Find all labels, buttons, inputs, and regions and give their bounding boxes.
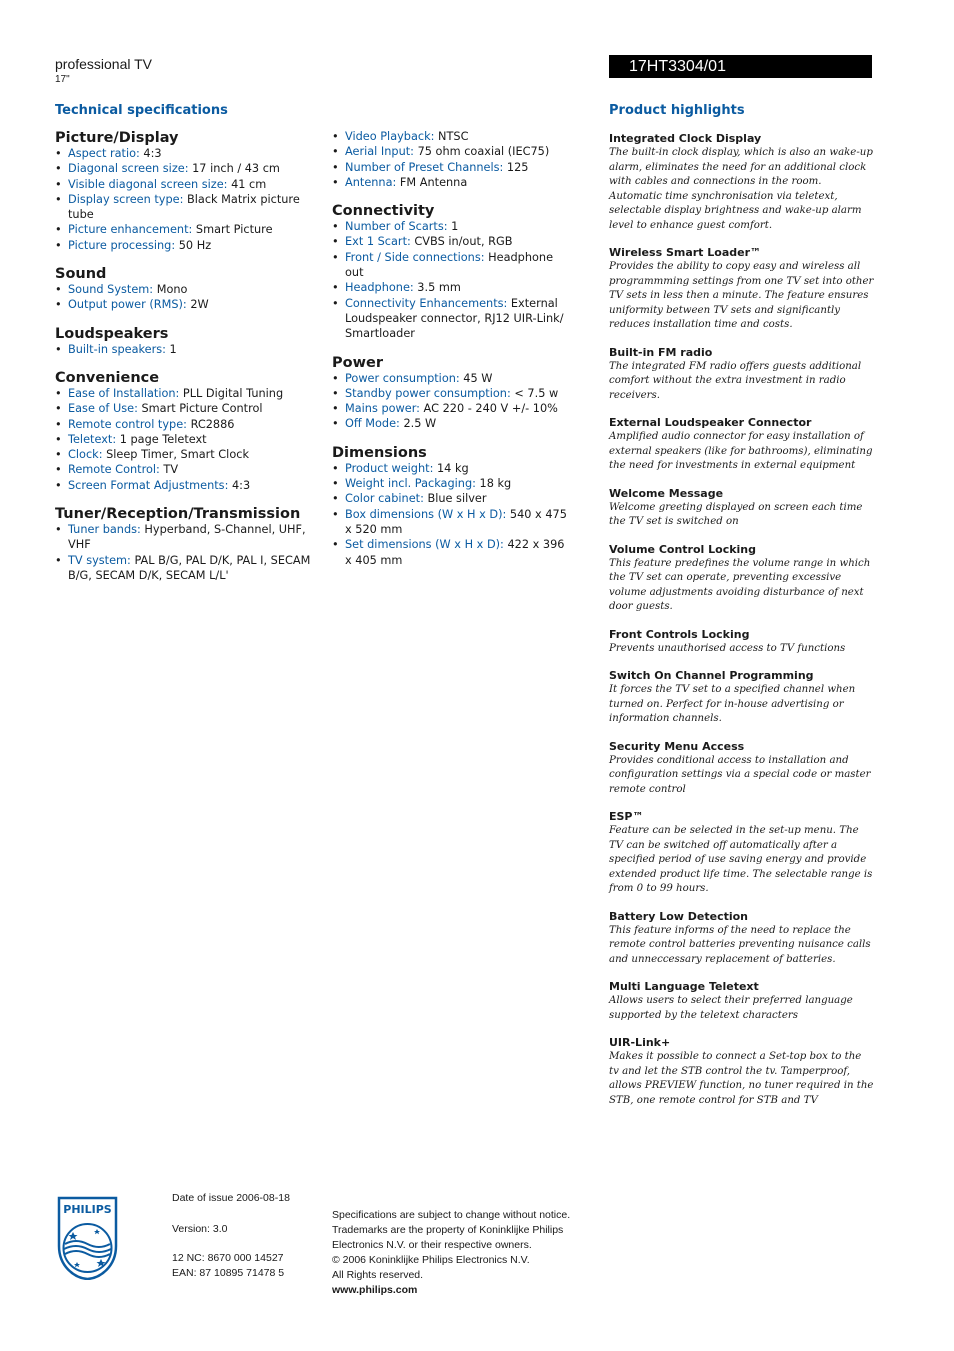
spec-section-title: Tuner/Reception/Transmission	[55, 506, 301, 523]
spec-value: TV	[159, 463, 179, 477]
spec-item	[332, 476, 570, 491]
legal-line: Trademarks are the property of Koninklijke Philips	[332, 1224, 564, 1236]
spec-value: Headphone out	[345, 250, 554, 280]
highlight-description: Feature can be selected in the set-up menu. The TV can be switched off automatically after a specified period of use saving energy and provide extended product life time. The selectable range is from 0 to 99 hours.	[609, 825, 873, 894]
legal-line: © 2006 Koninklijke Philips Electronics N.V.	[332, 1254, 530, 1266]
spec-item	[332, 296, 570, 342]
spec-section	[55, 505, 323, 583]
spec-label: TV system:	[68, 553, 131, 567]
spec-item	[332, 416, 570, 431]
highlight-item	[609, 542, 874, 615]
spec-section-title: Convenience	[55, 369, 160, 386]
spec-item	[332, 175, 570, 190]
highlight-item	[609, 909, 874, 968]
spec-value: 4:3	[228, 478, 251, 492]
spec-section	[55, 369, 323, 493]
spec-value: 1 page Teletext	[116, 432, 207, 446]
spec-list	[332, 129, 570, 190]
highlight-title: UIR-Link+	[609, 1036, 671, 1049]
spec-section	[332, 354, 570, 432]
spec-value: FM Antenna	[396, 175, 468, 189]
spec-label: Box dimensions (W x H x D):	[345, 507, 507, 521]
spec-label: Connectivity Enhancements:	[345, 296, 508, 310]
date-of-issue: Date of issue 2006-08-18	[172, 1192, 290, 1204]
spec-value: Sleep Timer, Smart Clock	[102, 448, 249, 462]
spec-label: Ease of Installation:	[68, 386, 180, 400]
spec-label: Mains power:	[345, 402, 420, 416]
spec-value: Hyperband, S-Channel, UHF, VHF	[68, 523, 306, 552]
highlight-item	[609, 668, 874, 727]
spec-value: 75 ohm coaxial (IEC75)	[413, 145, 550, 159]
spec-label: Diagonal screen size:	[68, 162, 189, 176]
spec-item	[332, 386, 570, 401]
specs-column-1	[55, 129, 323, 595]
spec-value: 125	[503, 160, 529, 174]
highlight-item	[609, 415, 874, 474]
highlight-item	[609, 979, 874, 1023]
spec-label: Ease of Use:	[68, 402, 138, 416]
spec-item	[332, 129, 570, 144]
spec-item	[332, 234, 570, 249]
spec-label: Video Playback:	[345, 130, 435, 143]
spec-item	[332, 507, 570, 538]
spec-label: Color cabinet:	[345, 492, 424, 506]
highlight-description: Allows users to select their preferred language supported by the teletext characters	[609, 995, 853, 1021]
spec-list	[55, 282, 323, 313]
highlight-item	[609, 345, 874, 404]
logo-brand-text: PHILIPS	[63, 1203, 112, 1216]
highlight-description: This feature predefines the volume range in which the TV set can operate, preventing excessive volume adjustments avoiding disturbance of next door guests.	[609, 557, 871, 612]
highlight-item	[609, 486, 874, 530]
spec-item	[332, 371, 570, 386]
spec-section-title: Power	[332, 354, 383, 371]
ean-number: EAN: 87 10895 71478 5	[172, 1267, 285, 1279]
spec-item	[55, 222, 323, 237]
highlight-title: Built-in FM radio	[609, 345, 713, 359]
spec-item	[55, 177, 323, 192]
spec-label: Teletext:	[68, 432, 117, 446]
spec-item	[55, 432, 323, 447]
highlight-description: Amplified audio connector for easy installation of external speakers (like for bathrooms), eliminating the need for investments in external equipment	[609, 431, 873, 471]
spec-item	[55, 146, 323, 161]
spec-item	[332, 401, 570, 416]
spec-item	[55, 161, 323, 176]
highlight-title: External Loudspeaker Connector	[609, 416, 812, 429]
spec-value: 14 kg	[433, 461, 469, 475]
spec-value: External Loudspeaker connector, RJ12 UIR-Link/ Smartloader	[345, 296, 564, 341]
spec-label: Aerial Input:	[345, 145, 414, 159]
spec-value: 1	[165, 342, 177, 356]
highlight-description: Provides conditional access to installation and configuration settings via a special code or master remote control	[609, 754, 871, 795]
spec-value: Smart Picture Control	[137, 402, 263, 416]
spec-list	[55, 146, 323, 253]
highlight-title: Integrated Clock Display	[609, 132, 762, 145]
spec-value: PLL Digital Tuning	[179, 386, 284, 400]
spec-value: 1	[447, 220, 459, 234]
spec-item	[332, 461, 570, 476]
highlight-item	[609, 627, 874, 657]
spec-label: Front / Side connections:	[345, 250, 485, 264]
spec-item	[55, 238, 323, 253]
spec-item	[55, 447, 323, 462]
spec-item	[332, 250, 570, 281]
spec-value: 2W	[186, 298, 209, 312]
spec-list	[55, 342, 323, 357]
spec-label: Weight incl. Packaging:	[345, 477, 476, 491]
highlight-title: Battery Low Detection	[609, 909, 749, 923]
spec-label: Display screen type:	[68, 192, 184, 206]
highlight-description: Makes it possible to connect a Set-top box to the tv and let the STB control the tv. Tamperproof, allows PREVIEW function, no tuner required in the STB, one remote control for STB and TV	[609, 1051, 874, 1106]
spec-value: 3.5 mm	[413, 281, 461, 295]
highlight-title: Welcome Message	[609, 486, 724, 500]
spec-section	[55, 325, 323, 357]
product-type: professional TV	[55, 56, 153, 72]
spec-item	[55, 522, 323, 553]
spec-list	[332, 461, 570, 568]
highlight-item	[609, 245, 874, 333]
spec-label: Built-in speakers:	[68, 342, 166, 356]
spec-value: Mono	[153, 283, 188, 297]
spec-item	[55, 342, 323, 357]
spec-item	[332, 537, 570, 568]
highlight-title: Front Controls Locking	[609, 627, 750, 641]
screen-size: 17"	[55, 74, 70, 85]
spec-item	[55, 462, 323, 477]
spec-value: CVBS in/out, RGB	[410, 235, 513, 249]
nc-number: 12 NC: 8670 000 14527	[172, 1252, 284, 1264]
spec-label: Standby power consumption:	[345, 386, 511, 400]
footer-legal	[332, 1208, 570, 1298]
spec-section-title: Sound	[55, 266, 107, 283]
legal-line: All Rights reserved.	[332, 1269, 424, 1281]
spec-value: 17 inch / 43 cm	[188, 162, 280, 176]
footer-product-info	[172, 1191, 290, 1281]
highlight-title: Switch On Channel Programming	[609, 669, 814, 682]
spec-value: PAL B/G, PAL D/K, PAL I, SECAM B/G, SECAM D/K, SECAM L/L'	[68, 553, 311, 582]
specs-column-2	[332, 129, 570, 580]
spec-list	[55, 522, 323, 583]
philips-shield-logo-icon	[56, 1196, 119, 1280]
spec-label: Number of Preset Channels:	[345, 160, 504, 174]
spec-item	[55, 297, 323, 312]
technical-specifications-heading: Technical specifications	[55, 103, 228, 118]
spec-item	[55, 192, 323, 223]
spec-item	[332, 160, 570, 175]
spec-value: NTSC	[434, 130, 469, 143]
spec-label: Ext 1 Scart:	[345, 235, 411, 249]
spec-label: Off Mode:	[345, 417, 400, 431]
spec-label: Remote control type:	[68, 417, 187, 431]
spec-value: 50 Hz	[175, 238, 212, 252]
spec-label: Power consumption:	[345, 371, 460, 385]
spec-value: AC 220 - 240 V +/- 10%	[419, 402, 558, 416]
spec-item	[332, 491, 570, 506]
spec-value: 41 cm	[227, 177, 267, 191]
spec-label: Picture enhancement:	[68, 223, 193, 237]
spec-label: Product weight:	[345, 461, 434, 475]
spec-item	[55, 401, 323, 416]
highlight-description: This feature informs of the need to replace the remote control batteries preventing nuisance calls and unneccessary replacement of batteries.	[609, 924, 871, 965]
highlight-description: Welcome greeting displayed on screen each time the TV set is switched on	[609, 501, 863, 527]
highlight-description: The integrated FM radio offers guests additional comfort without the extra investment in radio receivers.	[609, 360, 862, 401]
spec-item	[332, 219, 570, 234]
spec-label: Headphone:	[345, 281, 414, 295]
spec-label: Sound System:	[68, 283, 154, 297]
legal-line: Electronics N.V. or their respective owners.	[332, 1239, 532, 1251]
spec-item	[55, 417, 323, 432]
spec-item	[55, 386, 323, 401]
model-number-bar: 17HT3304/01	[609, 55, 872, 78]
spec-value: Smart Picture	[192, 223, 273, 237]
spec-label: Clock:	[68, 448, 103, 462]
spec-item	[332, 144, 570, 159]
spec-section-title: Loudspeakers	[55, 325, 169, 342]
spec-label: Screen Format Adjustments:	[68, 478, 229, 492]
highlight-description: The built-in clock display, which is also an wake-up alarm, eliminates the need for an additional clock with cables and connections in the room. Automatic time synchronisation via teletext, selectable display brightness and wake-up alarm level to enhance guest comfort.	[609, 147, 873, 231]
highlight-title: Multi Language Teletext	[609, 980, 759, 993]
spec-value: Blue silver	[423, 492, 487, 506]
spec-section-title: Dimensions	[332, 444, 427, 461]
highlight-title: Volume Control Locking	[609, 542, 757, 556]
spec-value: 4:3	[139, 147, 162, 160]
spec-label: Aspect ratio:	[68, 147, 140, 160]
spec-section-title: Picture/Display	[55, 130, 179, 146]
spec-value: 2.5 W	[399, 417, 437, 431]
spec-value: < 7.5 w	[510, 386, 559, 400]
spec-label: Visible diagonal screen size:	[68, 177, 228, 191]
spec-item	[332, 280, 570, 295]
spec-label: Picture processing:	[68, 238, 176, 252]
highlight-title: Wireless Smart Loader™	[609, 246, 762, 259]
spec-list	[332, 219, 570, 341]
spec-label: Remote Control:	[68, 463, 160, 477]
spec-item	[55, 553, 323, 584]
spec-value: 18 kg	[475, 477, 512, 491]
spec-section	[55, 129, 323, 253]
highlight-item	[609, 809, 874, 897]
highlight-title: ESP™	[609, 810, 644, 823]
spec-value: RC2886	[186, 417, 235, 431]
spec-value: 422 x 396 x 405 mm	[345, 538, 565, 567]
spec-item	[55, 282, 323, 297]
highlight-item	[609, 131, 874, 233]
spec-section	[55, 265, 323, 313]
product-highlights-list	[609, 131, 874, 1120]
spec-label: Set dimensions (W x H x D):	[345, 538, 504, 552]
spec-list	[55, 386, 323, 493]
spec-value: Black Matrix picture tube	[68, 192, 300, 222]
spec-label: Output power (RMS):	[68, 298, 187, 312]
legal-line: Specifications are subject to change without notice.	[332, 1209, 571, 1221]
highlight-title: Security Menu Access	[609, 739, 745, 753]
spec-value: 45 W	[459, 371, 493, 385]
spec-section	[332, 129, 570, 190]
highlight-item	[609, 1035, 874, 1108]
product-highlights-heading: Product highlights	[609, 103, 745, 118]
highlight-description: Provides the ability to copy easy and wireless all programmming settings from one TV set into other TV sets in less then a minute. The feature ensures uniformity between TV sets and significantly reduces installation time and costs.	[609, 261, 874, 330]
version: Version: 3.0	[172, 1223, 228, 1235]
spec-label: Antenna:	[345, 175, 397, 189]
spec-section	[332, 444, 570, 568]
highlight-item	[609, 739, 874, 798]
spec-value: 540 x 475 x 520 mm	[345, 507, 567, 536]
spec-label: Number of Scarts:	[345, 220, 448, 234]
website-link[interactable]: www.philips.com	[332, 1284, 418, 1296]
spec-label: Tuner bands:	[68, 523, 141, 537]
spec-list	[332, 371, 570, 432]
spec-item	[55, 478, 323, 493]
spec-section-title: Connectivity	[332, 203, 435, 220]
highlight-description: It forces the TV set to a specified channel when turned on. Perfect for in-house advertising or information channels.	[609, 684, 856, 724]
spec-section	[332, 202, 570, 341]
highlight-description: Prevents unauthorised access to TV functions	[609, 642, 846, 654]
